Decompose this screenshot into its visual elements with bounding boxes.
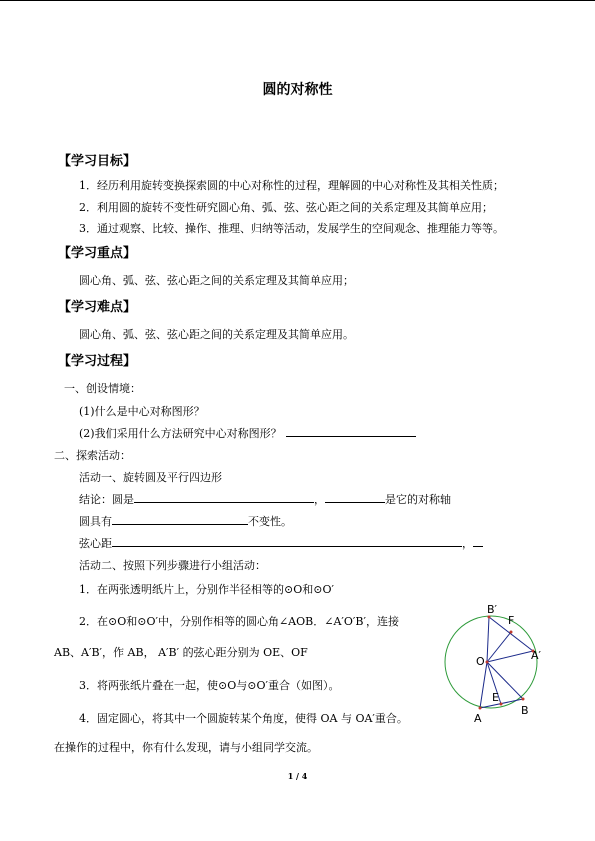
answer-blank [134, 491, 314, 503]
activity-2: 活动二、按照下列步骤进行小组活动： [79, 559, 266, 572]
label-a-prime: A′ [531, 649, 542, 662]
step-2-continued: AB、A′B′，作 AB， A′B′ 的弦心距分别为 OE、OF [54, 646, 308, 659]
process-heading: 【学习过程】 [58, 354, 137, 369]
point-e [500, 703, 503, 706]
segment-ob-prime [487, 617, 489, 662]
part1-title: 一、创设情境： [64, 382, 141, 395]
segment-oa [480, 662, 487, 708]
step-4-continued: 在操作的过程中，你有什么发现，请与小组同学交流。 [54, 741, 318, 754]
part1-question-2: (2)我们采用什么方法研究中心对称图形？ [79, 425, 416, 441]
point-a [479, 707, 482, 710]
part1-question-1: (1)什么是中心对称图形？ [79, 405, 205, 418]
step-1: 1．在两张透明纸片上，分别作半径相等的⊙O和⊙O′ [79, 583, 334, 596]
step-2: 2．在⊙O和⊙O′中，分别作相等的圆心角∠AOB．∠A′O′B′，连接 [79, 615, 399, 628]
part2-title: 二、探索活动： [54, 449, 131, 462]
activity-1: 活动一、旋转圆及平行四边形 [79, 471, 222, 484]
label-e: E [492, 691, 499, 704]
conclusion-line: 结论：圆是 ， 是它的对称轴 [79, 493, 451, 506]
page-title: 圆的对称性 [262, 82, 333, 98]
top-rule [0, 0, 595, 1]
circle-figure [440, 598, 550, 728]
step-4: 4．固定圆心，将其中一个圆旋转某个角度，使得 OA 与 OA′重合。 [79, 712, 408, 725]
label-b: B [521, 704, 529, 717]
label-b-prime: B′ [487, 603, 498, 616]
objectives-heading: 【学习目标】 [58, 154, 137, 169]
difficulties-text: 圆心角、弧、弦、弦心距之间的关系定理及其简单应用。 [79, 328, 354, 341]
answer-blank [286, 425, 416, 437]
objective-item-3: 3．通过观察、比较、操作、推理、归纳等活动，发展学生的空间观念、推理能力等等。 [79, 222, 504, 235]
page-number: 1 / 4 [287, 771, 308, 781]
label-f: F [508, 614, 515, 627]
answer-blank [112, 535, 462, 547]
answer-blank [325, 491, 385, 503]
label-a: A [474, 712, 482, 725]
point-o [486, 661, 489, 664]
chord-distance-line: 弦心距 ， [79, 535, 483, 551]
objective-item-2: 2．利用圆的旋转不变性研究圆心角、弧、弦、弦心距之间的关系定理及其简单应用； [79, 201, 493, 214]
step-3: 3．将两张纸片叠在一起，使⊙O与⊙O′重合（如图）。 [79, 679, 340, 692]
point-b [522, 698, 525, 701]
answer-blank [112, 513, 248, 525]
key-points-text: 圆心角、弧、弦、弦心距之间的关系定理及其简单应用； [79, 274, 354, 287]
point-f [510, 631, 513, 634]
difficulties-heading: 【学习难点】 [58, 300, 137, 315]
invariance-line: 圆具有 不变性。 [79, 515, 292, 528]
objective-item-1: 1．经历利用旋转变换探索圆的中心对称性的过程，理解圆的中心对称性及其相关性质； [79, 179, 504, 192]
label-o: O [476, 655, 485, 668]
circle-outline [445, 616, 537, 708]
key-points-heading: 【学习重点】 [58, 246, 137, 261]
